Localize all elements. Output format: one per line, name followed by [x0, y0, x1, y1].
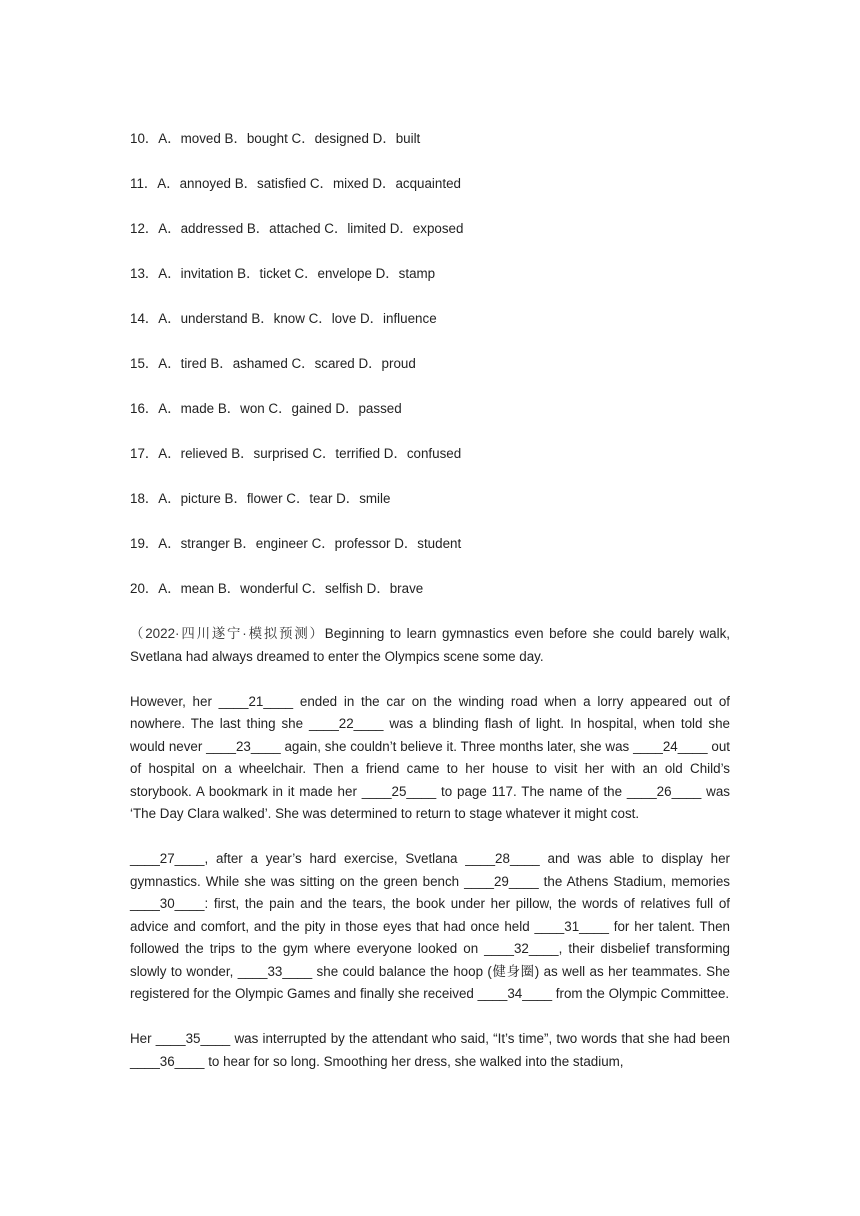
option-line-13: 13．A．invitation B．ticket C．envelope D．stamp — [130, 266, 436, 281]
option-line-20: 20．A．mean B．wonderful C．selfish D．brave — [130, 581, 424, 596]
passage-paragraph-1: However, her ____21____ ended in the car on the winding road when a lorry appeared out of nowhere. The last thing she ____22____ was a blinding flash of light. In hospital, when told she would never ____23____ again, she couldn’t believe it. Three months later, she was ____24____ out of hospital on a wheelchair. Then a friend came to her house to visit her with an old Child’s storybook. A bookmark in it made her ____25____ to page 117. The name of the ____26____ was ‘The Day Clara walked’. She was determined to return to stage whatever it might cost. — [130, 693, 730, 821]
passage-intro — [130, 623, 730, 668]
option-line-15: 15．A．tired B．ashamed C．scared D．proud — [130, 356, 416, 371]
document-page — [130, 128, 730, 1096]
passage-paragraph-3: Her ____35____ was interrupted by the attendant who said, “It’s time”, two words that she had been ____36____ to hear for so long. Smoothing her dress, she walked into the stadium, — [130, 1031, 730, 1069]
passage-intro-text: Beginning to learn gymnastics even before she could barely walk, Svetlana had always dreamed to enter the Olympics scene some day. — [130, 626, 730, 664]
option-line-16: 16．A．made B．won C．gained D．passed — [130, 401, 402, 416]
option-line-14: 14．A．understand B．know C．love D．influence — [130, 311, 437, 326]
passage-source: （2022·四川遂宁·模拟预测） — [130, 626, 325, 641]
option-line-10: 10．A．moved B．bought C．designed D．built — [130, 131, 421, 146]
option-line-19: 19．A．stranger B．engineer C．professor D．student — [130, 536, 462, 551]
option-line-17: 17．A．relieved B．surprised C．terrified D．confused — [130, 446, 462, 461]
option-line-18: 18．A．picture B．flower C．tear D．smile — [130, 491, 391, 506]
option-line-11: 11．A．annoyed B．satisfied C．mixed D．acquainted — [130, 176, 461, 191]
options-list — [130, 128, 730, 601]
passage-paragraph-2: ____27____, after a year’s hard exercise, Svetlana ____28____ and was able to display her gymnastics. While she was sitting on the green bench ____29____ the Athens Stadium, memories ____30____: first, the pain and the tears, the book under her pillow, the words of relatives full of advice and comfort, and the pity in those eyes that had once held ____31____ for her talent. Then followed the trips to the gym where everyone looked on ____32____, their disbelief transforming slowly to wonder, ____33____ she could balance the hoop (健身圈) as well as her teammates. She registered for the Olympic Games and finally she received ____34____ from the Olympic Committee. — [130, 851, 730, 1001]
option-line-12: 12．A．addressed B．attached C．limited D．exposed — [130, 221, 464, 236]
